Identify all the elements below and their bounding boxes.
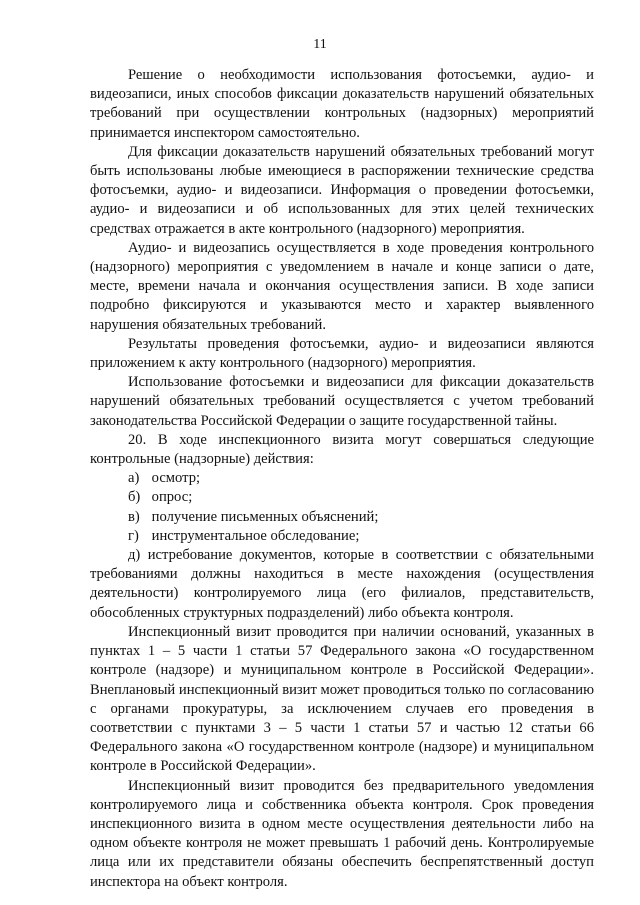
document-body [90,66,594,892]
paragraph: Инспекционный визит проводится без предварительного уведомления контролируемого лица и собственника объекта контроля. Срок проведения инспекционного визита в одном месте осуществления деятельности либо на одном объекте контроля не может превышать 1 рабочий день. Контролируемые лица или их представители обязаны обеспечить беспрепятственный доступ инспектора на объект контроля. [90,777,594,890]
actions-list [90,469,594,546]
list-item-marker: б) [128,489,141,506]
list-item [90,469,594,488]
list-item-marker: д) [128,547,141,564]
list-item [90,527,594,546]
paragraph: Решение о необходимости использования фотосъемки, аудио- и видеозаписи, иных способов фиксации доказательств нарушений обязательных требований при осуществлении контрольных (надзорных) мероприятий принимается инспектором самостоятельно. [90,67,594,141]
list-item-long [90,546,594,623]
page-number: 11 [313,37,327,52]
paragraph: Использование фотосъемки и видеозаписи для фиксации доказательств нарушений обязательных требований осуществляется с учетом требований законодательства Российской Федерации о защите государственной тайны. [90,374,594,429]
clause-20-intro: 20. В ходе инспекционного визита могут совершаться следующие контрольные (надзорные) действия: [90,431,594,468]
paragraph: Результаты проведения фотосъемки, аудио- и видеозаписи являются приложением к акту контрольного (надзорного) мероприятия. [90,335,594,372]
list-item-marker: а) [128,470,140,487]
list-item-marker: г) [128,527,139,544]
list-item-text: осмотр; [151,470,201,487]
list-item-text: истребование документов, которые в соответствии с обязательными требованиями должны находиться в месте нахождения (осуществления деятельности) контролируемого лица (его филиалов, представительств, обособленных структурных подразделений) либо объекта контроля. [90,547,594,621]
list-item [90,488,594,507]
list-item-marker: в) [128,508,140,525]
paragraph: Для фиксации доказательств нарушений обязательных требований могут быть использованы любые имеющиеся в распоряжении технические средства фотосъемки, аудио- и видеозаписи. Информация о проведении фотосъемки, аудио- и видеозаписи и об использованных для этих целей технических средствах отражается в акте контрольного (надзорного) мероприятия. [90,143,594,237]
list-item-text: получение письменных объяснений; [151,508,379,525]
list-item-text: инструментальное обследование; [151,527,360,544]
list-item-text: опрос; [151,489,193,506]
paragraph: Аудио- и видеозапись осуществляется в ходе проведения контрольного (надзорного) мероприятия с уведомлением в начале и конце записи о дате, месте, времени начала и окончания осуществления записи. В ходе записи подробно фиксируются и указываются место и характер выявленного нарушения обязательных требований. [90,239,594,333]
list-item [90,508,594,527]
paragraph: Инспекционный визит проводится при наличии оснований, указанных в пунктах 1 – 5 части 1 статьи 57 Федерального закона «О государственном контроле (надзоре) и муниципальном контроле в Российской Федерации». Внеплановый инспекционный визит может проводиться только по согласованию с органами прокуратуры, за исключением случаев его проведения в соответствии с пунктами 3 – 5 части 1 статьи 57 и частью 12 статьи 66 Федерального закона «О государственном контроле (надзоре) и муниципальном контроле в Российской Федерации». [90,623,594,775]
